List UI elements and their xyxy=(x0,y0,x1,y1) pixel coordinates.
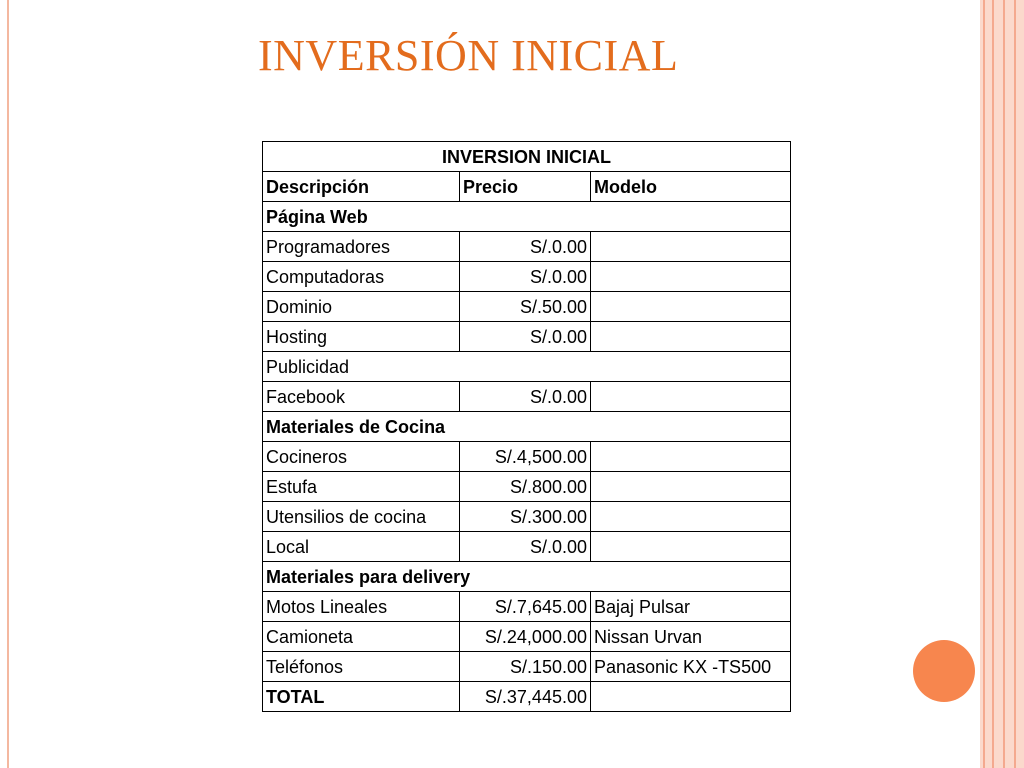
column-header-description: Descripción xyxy=(263,172,460,202)
table-row xyxy=(263,502,791,532)
model-cell: Panasonic KX -TS500 xyxy=(591,652,791,682)
description-cell: Local xyxy=(263,532,460,562)
price-cell: S/.24,000.00 xyxy=(460,622,591,652)
model-cell xyxy=(591,472,791,502)
description-cell: Hosting xyxy=(263,322,460,352)
model-cell: Bajaj Pulsar xyxy=(591,592,791,622)
price-cell: S/.7,645.00 xyxy=(460,592,591,622)
description-cell: Motos Lineales xyxy=(263,592,460,622)
price-cell: S/.300.00 xyxy=(460,502,591,532)
right-stripe-line xyxy=(1003,0,1005,768)
section-label: Página Web xyxy=(263,202,791,232)
table-row xyxy=(263,532,791,562)
table-row xyxy=(263,442,791,472)
model-cell xyxy=(591,262,791,292)
price-cell: S/.0.00 xyxy=(460,382,591,412)
price-cell: S/.37,445.00 xyxy=(460,682,591,712)
table-row xyxy=(263,472,791,502)
right-stripe-line xyxy=(1014,0,1016,768)
description-cell: Dominio xyxy=(263,292,460,322)
price-cell: S/.50.00 xyxy=(460,292,591,322)
price-cell: S/.800.00 xyxy=(460,472,591,502)
left-border-line xyxy=(7,0,9,768)
model-cell xyxy=(591,382,791,412)
slide-title: INVERSIÓN INICIAL xyxy=(258,31,679,80)
description-cell: Camioneta xyxy=(263,622,460,652)
table-title-row xyxy=(263,142,791,172)
model-cell xyxy=(591,502,791,532)
section-label: Materiales de Cocina xyxy=(263,412,791,442)
price-cell: S/.4,500.00 xyxy=(460,442,591,472)
table-header-row xyxy=(263,172,791,202)
table-title: INVERSION INICIAL xyxy=(263,142,791,172)
description-cell: Estufa xyxy=(263,472,460,502)
price-cell: S/.0.00 xyxy=(460,262,591,292)
section-label: Materiales para delivery xyxy=(263,562,791,592)
decorative-circle xyxy=(913,640,975,702)
section-row xyxy=(263,562,791,592)
description-cell: Programadores xyxy=(263,232,460,262)
right-stripe-band xyxy=(980,0,1024,768)
table-row xyxy=(263,382,791,412)
table-row xyxy=(263,322,791,352)
section-row xyxy=(263,412,791,442)
right-stripe-line xyxy=(992,0,994,768)
table-row xyxy=(263,262,791,292)
description-cell: Teléfonos xyxy=(263,652,460,682)
model-cell xyxy=(591,232,791,262)
price-cell: S/.150.00 xyxy=(460,652,591,682)
model-cell: Nissan Urvan xyxy=(591,622,791,652)
total-row xyxy=(263,682,791,712)
model-cell xyxy=(591,292,791,322)
model-cell xyxy=(591,322,791,352)
section-label: Publicidad xyxy=(263,352,791,382)
table-row xyxy=(263,592,791,622)
description-cell: Facebook xyxy=(263,382,460,412)
price-cell: S/.0.00 xyxy=(460,532,591,562)
investment-table xyxy=(262,141,791,712)
section-row xyxy=(263,352,791,382)
description-cell: Utensilios de cocina xyxy=(263,502,460,532)
price-cell: S/.0.00 xyxy=(460,322,591,352)
description-cell: TOTAL xyxy=(263,682,460,712)
model-cell xyxy=(591,682,791,712)
column-header-model: Modelo xyxy=(591,172,791,202)
table-row xyxy=(263,292,791,322)
table-row xyxy=(263,622,791,652)
model-cell xyxy=(591,532,791,562)
model-cell xyxy=(591,442,791,472)
right-stripe-line xyxy=(983,0,985,768)
table-row xyxy=(263,652,791,682)
price-cell: S/.0.00 xyxy=(460,232,591,262)
description-cell: Cocineros xyxy=(263,442,460,472)
column-header-price: Precio xyxy=(460,172,591,202)
section-row xyxy=(263,202,791,232)
table-row xyxy=(263,232,791,262)
description-cell: Computadoras xyxy=(263,262,460,292)
